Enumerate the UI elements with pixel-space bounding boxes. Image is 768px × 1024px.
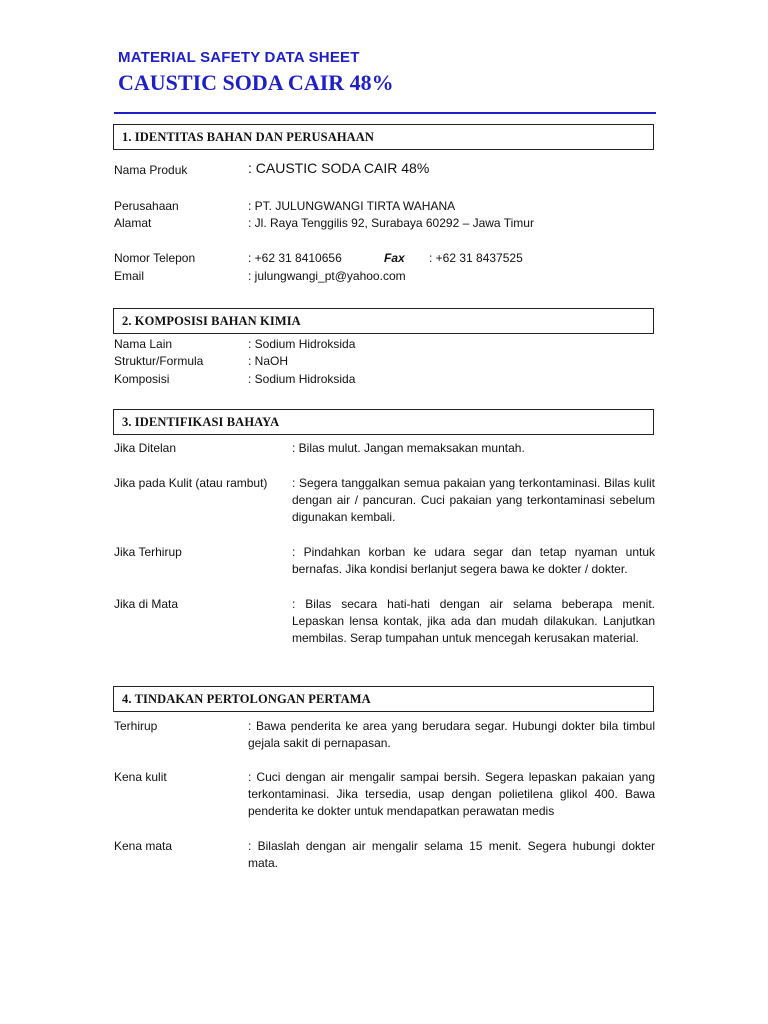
title-divider [114,112,656,114]
fax-value: : +62 31 8437525 [429,251,523,265]
swallowed-label: Jika Ditelan [114,441,177,455]
composition-label: Komposisi [114,372,170,386]
company-label: Perusahaan [114,199,179,213]
inhaled-label: Jika Terhirup [114,545,182,559]
document-type: MATERIAL SAFETY DATA SHEET [118,49,360,66]
phone-label: Nomor Telepon [114,251,196,265]
first-aid-skin-label: Kena kulit [114,770,167,784]
other-name-label: Nama Lain [114,337,173,351]
company-value: : PT. JULUNGWANGI TIRTA WAHANA [248,199,456,213]
product-name-value: : CAUSTIC SODA CAIR 48% [248,160,430,176]
first-aid-eyes-label: Kena mata [114,839,173,853]
section-2-heading: 2. KOMPOSISI BAHAN KIMIA [113,308,654,334]
email-label: Email [114,269,145,283]
email-value: : julungwangi_pt@yahoo.com [248,269,406,283]
other-name-value: : Sodium Hidroksida [248,337,356,351]
document-title: CAUSTIC SODA CAIR 48% [118,70,394,95]
address-label: Alamat [114,216,152,230]
first-aid-skin-value: : Cuci dengan air mengalir sampai bersih. Segera lepaskan pakaian yang terkontaminasi. Jika tersedia, usap dengan polietilena glikol 400. Bawa penderita ke dokter untuk mendapatkan perawatan medis [248,770,655,818]
fax-label: Fax [384,251,405,265]
phone-value: : +62 31 8410656 [248,251,342,265]
composition-value: : Sodium Hidroksida [248,372,356,386]
swallowed-value: : Bilas mulut. Jangan memaksakan muntah. [292,441,525,455]
first-aid-inhaled-value: : Bawa penderita ke area yang berudara segar. Hubungi dokter bila timbul gejala sakit di pernapasan. [248,719,655,750]
first-aid-eyes-value: : Bilaslah dengan air mengalir selama 15 menit. Segera hubungi dokter mata. [248,839,655,870]
section-3-heading: 3. IDENTIFIKASI BAHAYA [113,409,654,435]
eyes-value: : Bilas secara hati-hati dengan air selama beberapa menit. Lepaskan lensa kontak, jika ada dan mudah dilakukan. Lanjutkan membilas. Serap tumpahan untuk mencegah kerusakan material. [292,597,655,645]
skin-value: : Segera tanggalkan semua pakaian yang terkontaminasi. Bilas kulit dengan air / pancuran. Cuci pakaian yang terkontaminasi sebelum digunakan kembali. [292,476,655,524]
inhaled-value: : Pindahkan korban ke udara segar dan tetap nyaman untuk bernafas. Jika kondisi berlanjut segera bawa ke dokter / dokter. [292,545,655,576]
section-4-heading: 4. TINDAKAN PERTOLONGAN PERTAMA [113,686,654,712]
first-aid-inhaled-label: Terhirup [114,719,158,733]
skin-label: Jika pada Kulit (atau rambut) [114,476,268,490]
eyes-label: Jika di Mata [114,597,179,611]
formula-value: : NaOH [248,354,289,368]
section-1-heading: 1. IDENTITAS BAHAN DAN PERUSAHAAN [113,124,654,150]
formula-label: Struktur/Formula [114,354,204,368]
address-value: : Jl. Raya Tenggilis 92, Surabaya 60292 – Jawa Timur [248,216,534,230]
product-name-label: Nama Produk [114,163,188,177]
